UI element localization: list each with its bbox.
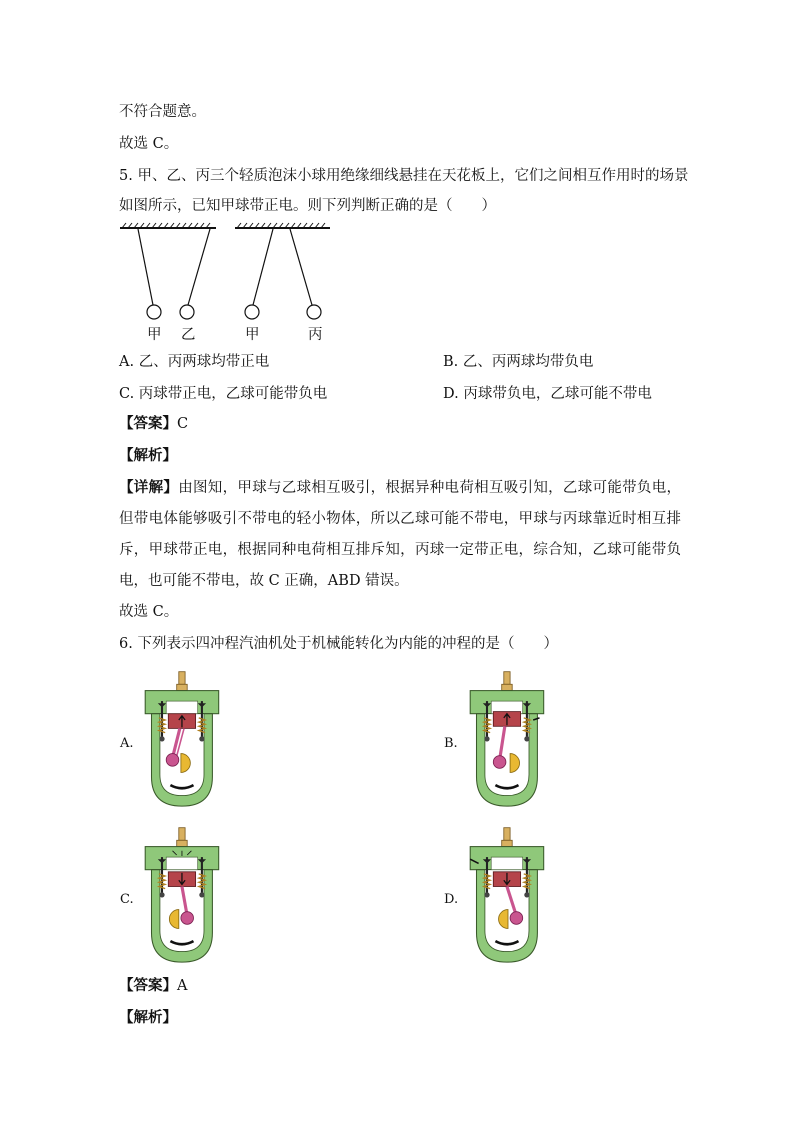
q6-option-a: A. [120, 736, 134, 751]
q5-detail-paragraph [119, 472, 681, 597]
ball-bing [307, 305, 321, 319]
ball-jia-left [147, 305, 161, 319]
answer-value: A [177, 978, 188, 994]
q5-option-b: B. 乙、丙两球均带负电 [443, 354, 594, 370]
label-jia-right: 甲 [245, 327, 260, 343]
answer-label: 【答案】 [119, 977, 177, 994]
q5-balls-figure [118, 222, 343, 322]
label-bing: 丙 [308, 327, 323, 343]
q5-option-c: C. 丙球带正电，乙球可能带负电 [119, 386, 328, 402]
engine-a-figure [141, 670, 225, 812]
ball-jia-right [245, 305, 259, 319]
q6-answer [119, 976, 187, 996]
engine-c-figure [141, 826, 225, 968]
q5-analysis-label: 【解析】 [119, 447, 177, 464]
q5-option-a: A. 乙、丙两球均带正电 [119, 354, 270, 370]
engine-d-figure [466, 826, 550, 968]
q5-option-d: D. 丙球带负电，乙球可能不带电 [443, 386, 652, 402]
q6-option-d: D. [444, 892, 459, 907]
ceiling-left [120, 223, 216, 228]
engine-b-figure [466, 670, 550, 812]
question-5-stem-line-2: 如图所示，已知甲球带正电。则下列判断正确的是（ ） [119, 198, 496, 214]
label-yi: 乙 [181, 327, 196, 343]
answer-label: 【答案】 [119, 415, 177, 432]
ball-yi [180, 305, 194, 319]
text-line-1: 不符合题意。 [119, 104, 206, 120]
q6-option-b: B. [444, 736, 458, 751]
q5-answer [119, 414, 188, 434]
answer-value: C [177, 416, 189, 432]
detail-text: 由图知，甲球与乙球相互吸引，根据异种电荷相互吸引知，乙球可能带负电，但带电体能够吸引不带电的轻小物体，所以乙球可能不带电，甲球与丙球靠近时相互排斥，甲球带正电，根据同种电荷相互排斥知，丙球一定带正电，综合知，乙球可能带负电，也可能不带电，故 C 正确，ABD 错误。 [119, 480, 682, 589]
ceiling-right [235, 223, 330, 228]
q6-analysis-label: 【解析】 [119, 1009, 177, 1026]
detail-label: 【详解】 [119, 479, 179, 496]
q6-option-c: C. [120, 892, 134, 907]
text-line-2: 故选 C。 [119, 136, 179, 152]
question-5-stem-line-1: 5. 甲、乙、丙三个轻质泡沫小球用绝缘细线悬挂在天花板上，它们之间相互作用时的场景 [119, 168, 689, 184]
q5-conclusion: 故选 C。 [119, 604, 179, 620]
label-jia-left: 甲 [147, 327, 162, 343]
question-6-stem: 6. 下列表示四冲程汽油机处于机械能转化为内能的冲程的是（ ） [119, 636, 558, 652]
